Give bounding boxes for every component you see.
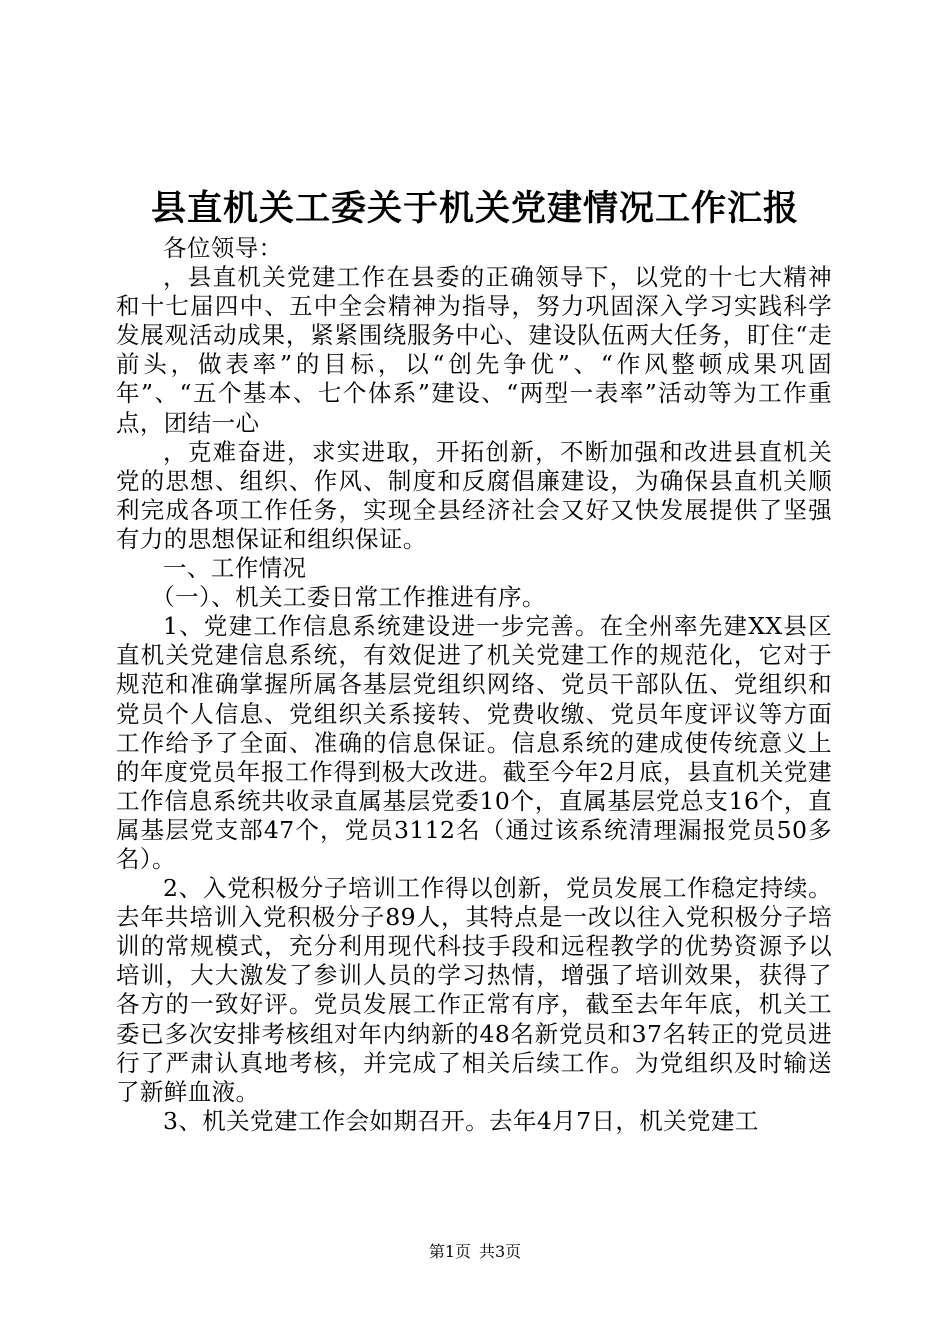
page-footer [0,1242,950,1262]
paragraph-item-3: 3、机关党建工作会如期召开。去年4月7日，机关党建工 [163,1106,759,1135]
document-body [116,234,832,1136]
document-title: 县直机关工委关于机关党建情况工作汇报 [150,189,799,229]
paragraph-intro-1: ，县直机关党建工作在县委的正确领导下，以党的十七大精神和十七届四中、五中全会精神为指导，努力巩固深入学习实践科学发展观活动成果，紧紧围绕服务中心、建设队伍两大任务，盯住“走前头，做表率”的目标，以“创先争优”、“作风整顿成果巩固年”、“五个基本、七个体系”建设、“两型一表率”活动等为工作重点，团结一心 [116,263,832,437]
paragraph-intro-2: ，克难奋进，求实进取，开拓创新，不断加强和改进县直机关党的思想、组织、作风、制度和反腐倡廉建设，为确保县直机关顺利完成各项工作任务，实现全县经济社会又好又快发展提供了坚强有力的思想保证和组织保证。 [116,437,832,553]
subsection-heading: （一）、机关工委日常工作推进有序。 [151,583,546,612]
page-number: 第1页 [428,1242,471,1261]
section-heading: 一、工作情况 [163,554,307,583]
paragraph-item-1: 1、党建工作信息系统建设进一步完善。在全州率先建XX县区直机关党建信息系统，有效促进了机关党建工作的规范化，它对于规范和准确掌握所属各基层党组织网络、党员干部队伍、党组织和党员个人信息、党组织关系接转、党费收缴、党员年度评议等方面工作给予了全面、准确的信息保证。信息系统的建成使传统意义上的年度党员年报工作得到极大改进。截至今年2月底，县直机关党建工作信息系统共收录直属基层党委10个，直属基层党总支16个，直属基层党支部47个，党员3112名（通过该系统清理漏报党员50多名）。 [116,612,832,873]
paragraph-item-2: 2、入党积极分子培训工作得以创新，党员发展工作稳定持续。去年共培训入党积极分子89人，其特点是一改以往入党积极分子培训的常规模式，充分利用现代科技手段和远程教学的优势资源予以培训，大大激发了参训人员的学习热情，增强了培训效果，获得了各方的一致好评。党员发展工作正常有序，截至去年年底，机关工委已多次安排考核组对年内纳新的48名新党员和37名转正的党员进行了严肃认真地考核，并完成了相关后续工作。为党组织及时输送了新鲜血液。 [116,874,832,1106]
salutation: 各位领导： [163,234,283,262]
page-total: 共3页 [479,1242,522,1261]
